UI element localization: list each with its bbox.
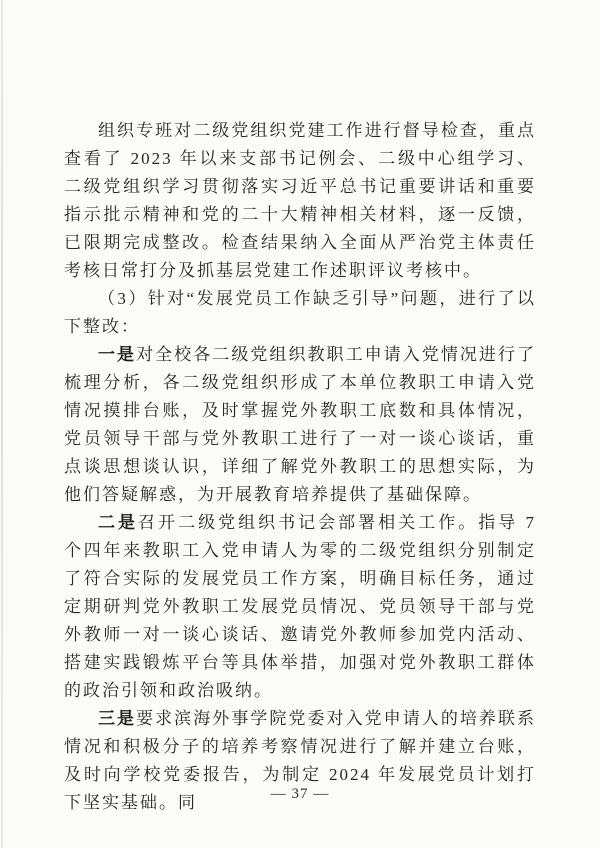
paragraph-text: 召开二级党组织书记会部署相关工作。指导 7 个四年来教职工入党申请人为零的二级党组织分别制定了符合实际的发展党员工作方案，明确目标任务，通过定期研判党外教职工发展党员情况、党员领导干部与党外教师一对一谈心谈话、邀请党外教师参加党内活动、搭建实践锻炼平台等具体举措，加强对党外教职工群体的政治引领和政治吸纳。 <box>64 513 537 700</box>
paragraph-lead: 二是 <box>98 513 139 532</box>
paragraph-text: 对全校各二级党组织教职工申请入党情况进行了梳理分析，各二级党组织形成了本单位教职工申请入党情况摸排台账，及时掌握党外教职工底数和具体情况，党员领导干部与党外教职工进行了一对一谈心谈话，重点谈思想谈认识，详细了解党外教职工的思想实际，为他们答疑解惑，为开展教育培养提供了基础保障。 <box>64 345 537 504</box>
paragraph-text: 要求滨海外事学院党委对入党申请人的培养联系情况和积极分子的培养考察情况进行了解并建立台账，及时向学校党委报告，为制定 2024 年发展党员计划打下坚实基础。同 <box>64 709 537 812</box>
paragraph-lead: 三是 <box>98 709 137 728</box>
document-body <box>64 117 536 817</box>
page-number: — 37 — <box>270 786 330 802</box>
paragraph-text: 组织专班对二级党组织党建工作进行督导检查，重点查看了 2023 年以来支部书记例会、二级中心组学习、二级党组织学习贯彻落实习近平总书记重要讲话和重要指示批示精神和党的二十大精神相关材料，逐一反馈，已限期完成整改。检查结果纳入全面从严治党主体责任考核日常打分及抓基层党建工作述职评议考核中。 <box>64 121 536 280</box>
paragraph-text: （3）针对“发展党员工作缺乏引导”问题，进行了以下整改： <box>64 289 536 336</box>
paragraph <box>64 117 536 285</box>
paragraph <box>64 341 536 509</box>
paragraph-lead: 一是 <box>98 345 137 364</box>
paragraph <box>64 285 536 341</box>
paragraph <box>64 509 536 705</box>
scan-edge-line <box>1 0 3 848</box>
